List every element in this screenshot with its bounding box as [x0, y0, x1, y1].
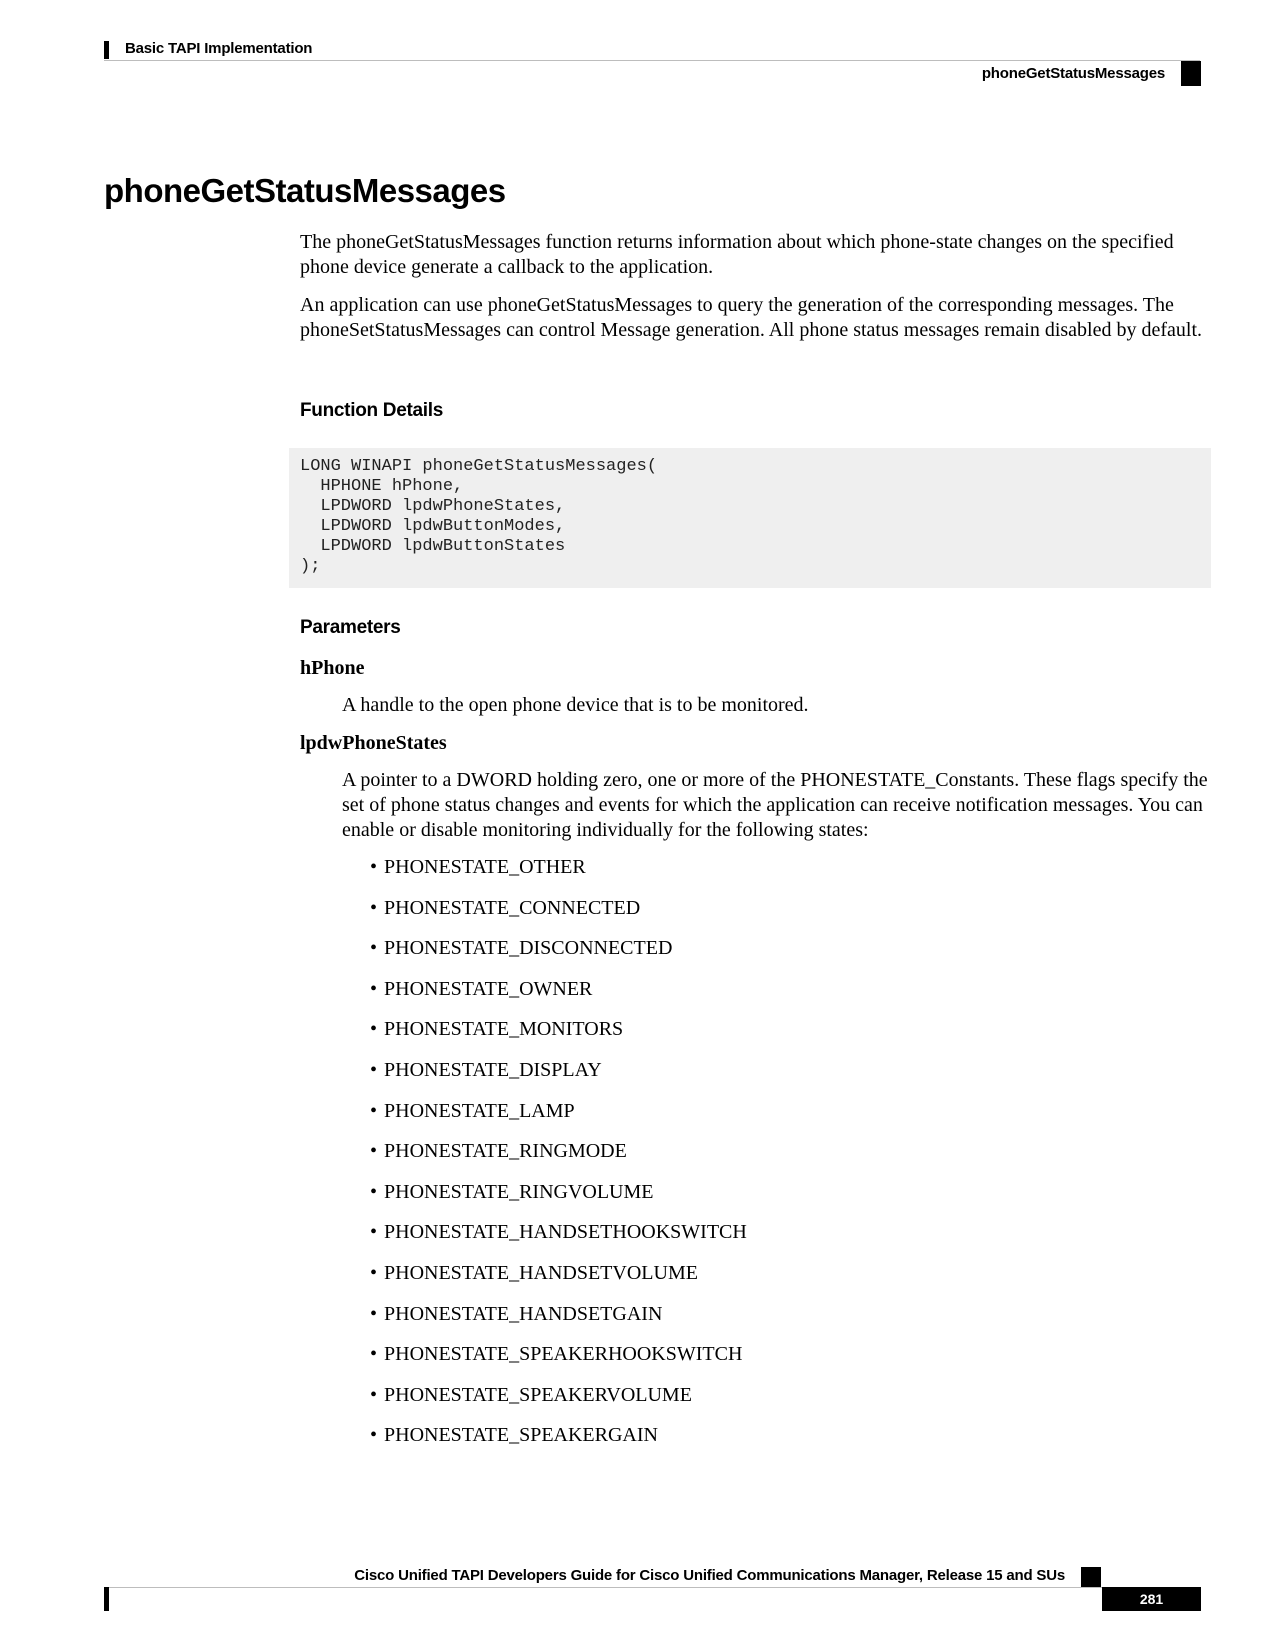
list-item: • PHONESTATE_MONITORS [370, 1018, 624, 1041]
code-block [289, 448, 1211, 588]
bullet-icon: • [370, 1424, 378, 1447]
list-item: • PHONESTATE_SPEAKERGAIN [370, 1424, 658, 1447]
intro-paragraph-1: The phoneGetStatusMessages function returns information about which phone-state changes on the specified phone device generate a callback to the application. [300, 231, 1174, 278]
bullet-icon: • [370, 1058, 378, 1081]
list-item: • PHONESTATE_DISPLAY [370, 1058, 602, 1081]
header-bar-mark [104, 41, 109, 59]
bullet-icon: • [370, 937, 378, 960]
footer-bar-mark [104, 1587, 109, 1611]
list-item: • PHONESTATE_OTHER [370, 856, 586, 878]
list-item: • PHONESTATE_RINGVOLUME [370, 1180, 654, 1203]
list-item: • PHONESTATE_DISCONNECTED [370, 937, 673, 960]
list-item: • PHONESTATE_HANDSETVOLUME [370, 1261, 698, 1284]
parameters-heading: Parameters [300, 617, 401, 638]
header-square-mark [1181, 61, 1201, 86]
list-item: • PHONESTATE_HANDSETHOOKSWITCH [370, 1221, 747, 1244]
page-title: phoneGetStatusMessages [104, 172, 506, 209]
function-details-heading: Function Details [300, 400, 443, 421]
list-item: • PHONESTATE_OWNER [370, 977, 593, 1000]
list-item: • PHONESTATE_RINGMODE [370, 1140, 627, 1163]
list-item: • PHONESTATE_CONNECTED [370, 896, 641, 919]
header-rule [104, 60, 1200, 61]
bullet-icon: • [370, 1261, 378, 1284]
list-item: • PHONESTATE_SPEAKERHOOKSWITCH [370, 1343, 743, 1366]
function-signature: LONG WINAPI phoneGetStatusMessages( HPHONE hPhone, LPDWORD lpdwPhoneStates, LPDWORD lpdwButtonModes, LPDWORD lpdwButtonStates ); [300, 457, 658, 576]
bullet-icon: • [370, 1221, 378, 1244]
bullet-icon: • [370, 1302, 378, 1325]
bullet-icon: • [370, 1383, 378, 1406]
bullet-icon: • [370, 1343, 378, 1366]
list-item: • PHONESTATE_HANDSETGAIN [370, 1302, 663, 1325]
bullet-icon: • [370, 1018, 378, 1041]
footer-guide-title: Cisco Unified TAPI Developers Guide for Cisco Unified Communications Manager, Release 15 and SUs [354, 1567, 1065, 1584]
page-number: 281 [1102, 1587, 1201, 1611]
footer-square-mark [1081, 1567, 1101, 1587]
parameter-name-hphone: hPhone [300, 657, 365, 679]
list-item: • PHONESTATE_SPEAKERVOLUME [370, 1383, 692, 1406]
header-section-title: Basic TAPI Implementation [125, 40, 313, 57]
bullet-icon: • [370, 977, 378, 1000]
parameter-desc-hphone: A handle to the open phone device that is to be monitored. [342, 694, 809, 716]
phone-states-list [370, 856, 747, 1465]
list-item: • PHONESTATE_LAMP [370, 1099, 575, 1122]
bullet-icon: • [370, 856, 378, 878]
footer-rule [104, 1587, 1104, 1588]
intro-paragraph-2: An application can use phoneGetStatusMessages to query the generation of the corresponding messages. The phoneSetStatusMessages can control Message generation. All phone status messages remain disabled by default. [300, 294, 1203, 341]
bullet-icon: • [370, 896, 378, 919]
parameter-desc-lpdwphonestates: A pointer to a DWORD holding zero, one or more of the PHONESTATE_Constants. These flags specify the set of phone status changes and events for which the application can receive notification messages. You can enable or disable monitoring individually for the following states: [342, 769, 1208, 841]
bullet-icon: • [370, 1140, 378, 1163]
bullet-icon: • [370, 1099, 378, 1122]
header-topic-title: phoneGetStatusMessages [981, 65, 1165, 82]
parameter-name-lpdwphonestates: lpdwPhoneStates [300, 732, 447, 754]
bullet-icon: • [370, 1180, 378, 1203]
